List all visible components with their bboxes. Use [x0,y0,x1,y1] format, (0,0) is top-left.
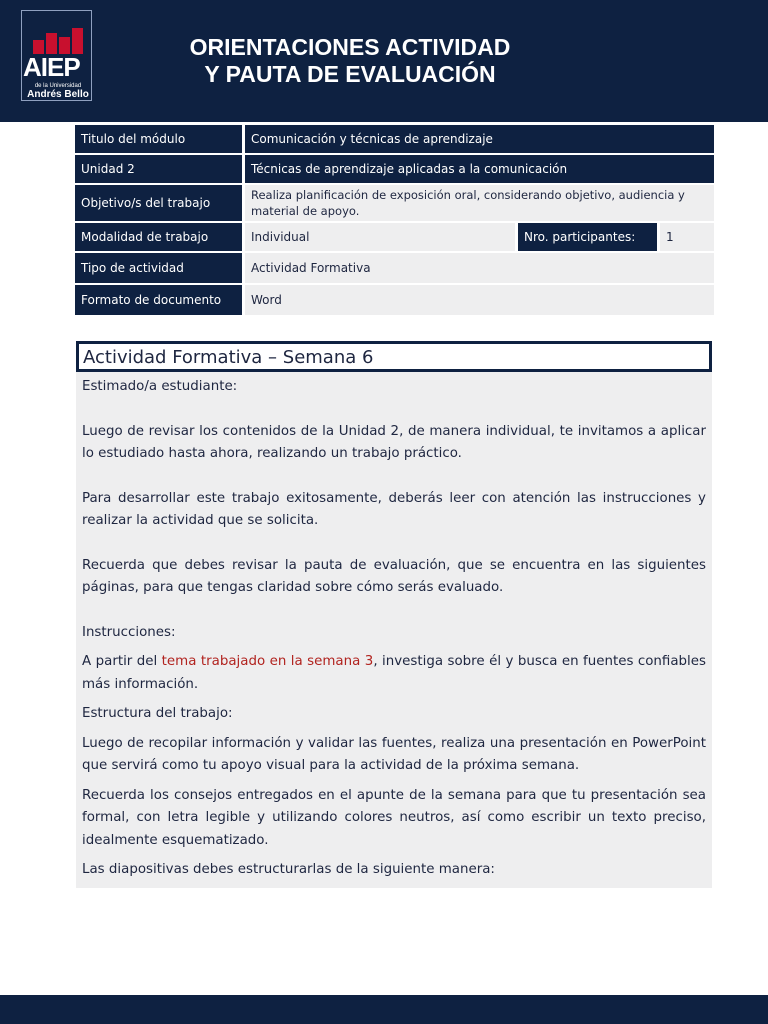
unit-value: Técnicas de aprendizaje aplicadas a la comunicación [245,155,714,183]
logo-text: AIEP [23,52,80,82]
greeting: Estimado/a estudiante: [82,379,238,394]
paragraph-instructions-note: Para desarrollar este trabajo exitosamente, deberás leer con atención las instrucciones y realizar la actividad que se solicita. [82,490,706,528]
structure-heading: Estructura del trabajo: [82,706,233,721]
paragraph-intro: Luego de revisar los contenidos de la Unidad 2, de manera individual, te invitamos a aplicar lo estudiado hasta ahora, realizando un trabajo práctico. [82,423,706,461]
type-value: Actividad Formativa [245,253,714,283]
table-row [75,253,714,283]
format-label: Formato de documento [75,285,245,315]
logo-buildings-icon [33,28,83,54]
footer-band [0,995,768,1024]
paragraph-research [82,651,706,696]
highlighted-topic-link: tema trabajado en la semana 3 [161,654,374,669]
logo-university-name: Andrés Bello [27,89,89,100]
unit-label: Unidad 2 [75,155,245,183]
format-value: Word [245,285,714,315]
activity-title: Actividad Formativa – Semana 6 [76,341,712,372]
table-row [75,185,714,221]
page-title [160,34,540,88]
table-row [75,285,714,315]
mode-value: Individual [245,223,515,251]
page-title-line2: Y PAUTA DE EVALUACIÓN [204,61,496,87]
paragraph-advice: Recuerda los consejos entregados en el apunte de la semana para que tu presentación sea formal, con letra legible y utilizando colores neutros, así como escribir un texto preciso, idealmente esquematizado. [82,787,706,848]
type-label: Tipo de actividad [75,253,245,283]
participants-value: 1 [660,223,714,251]
module-label: Titulo del módulo [75,125,245,153]
research-text-end: , investiga sobre él y busca en fuentes confiables más información. [82,654,706,692]
objective-value: Realiza planificación de exposición oral, considerando objetivo, audiencia y material de apoyo. [245,185,714,221]
paragraph-slides-structure: Las diapositivas debes estructurarlas de la siguiente manera: [82,862,495,877]
mode-label: Modalidad de trabajo [75,223,245,251]
logo-subtext: de la Universidad [34,83,82,89]
table-row [75,223,714,251]
participants-label: Nro. participantes: [515,223,660,251]
page-title-line1: ORIENTACIONES ACTIVIDAD [189,34,511,60]
paragraph-presentation: Luego de recopilar información y validar las fuentes, realiza una presentación en PowerPoint que servirá como tu apoyo visual para la actividad de la próxima semana. [82,735,706,773]
module-info-table [75,123,714,317]
instructions-heading: Instrucciones: [82,624,176,640]
objective-label: Objetivo/s del trabajo [75,185,245,221]
paragraph-evaluation-note: Recuerda que debes revisar la pauta de evaluación, que se encuentra en las siguientes páginas, para que tengas claridad sobre cómo serás evaluado. [82,557,706,595]
activity-body [76,372,712,888]
table-row [75,125,714,153]
research-text-start: A partir del [82,654,162,669]
module-value: Comunicación y técnicas de aprendizaje [245,125,714,153]
table-row [75,155,714,183]
